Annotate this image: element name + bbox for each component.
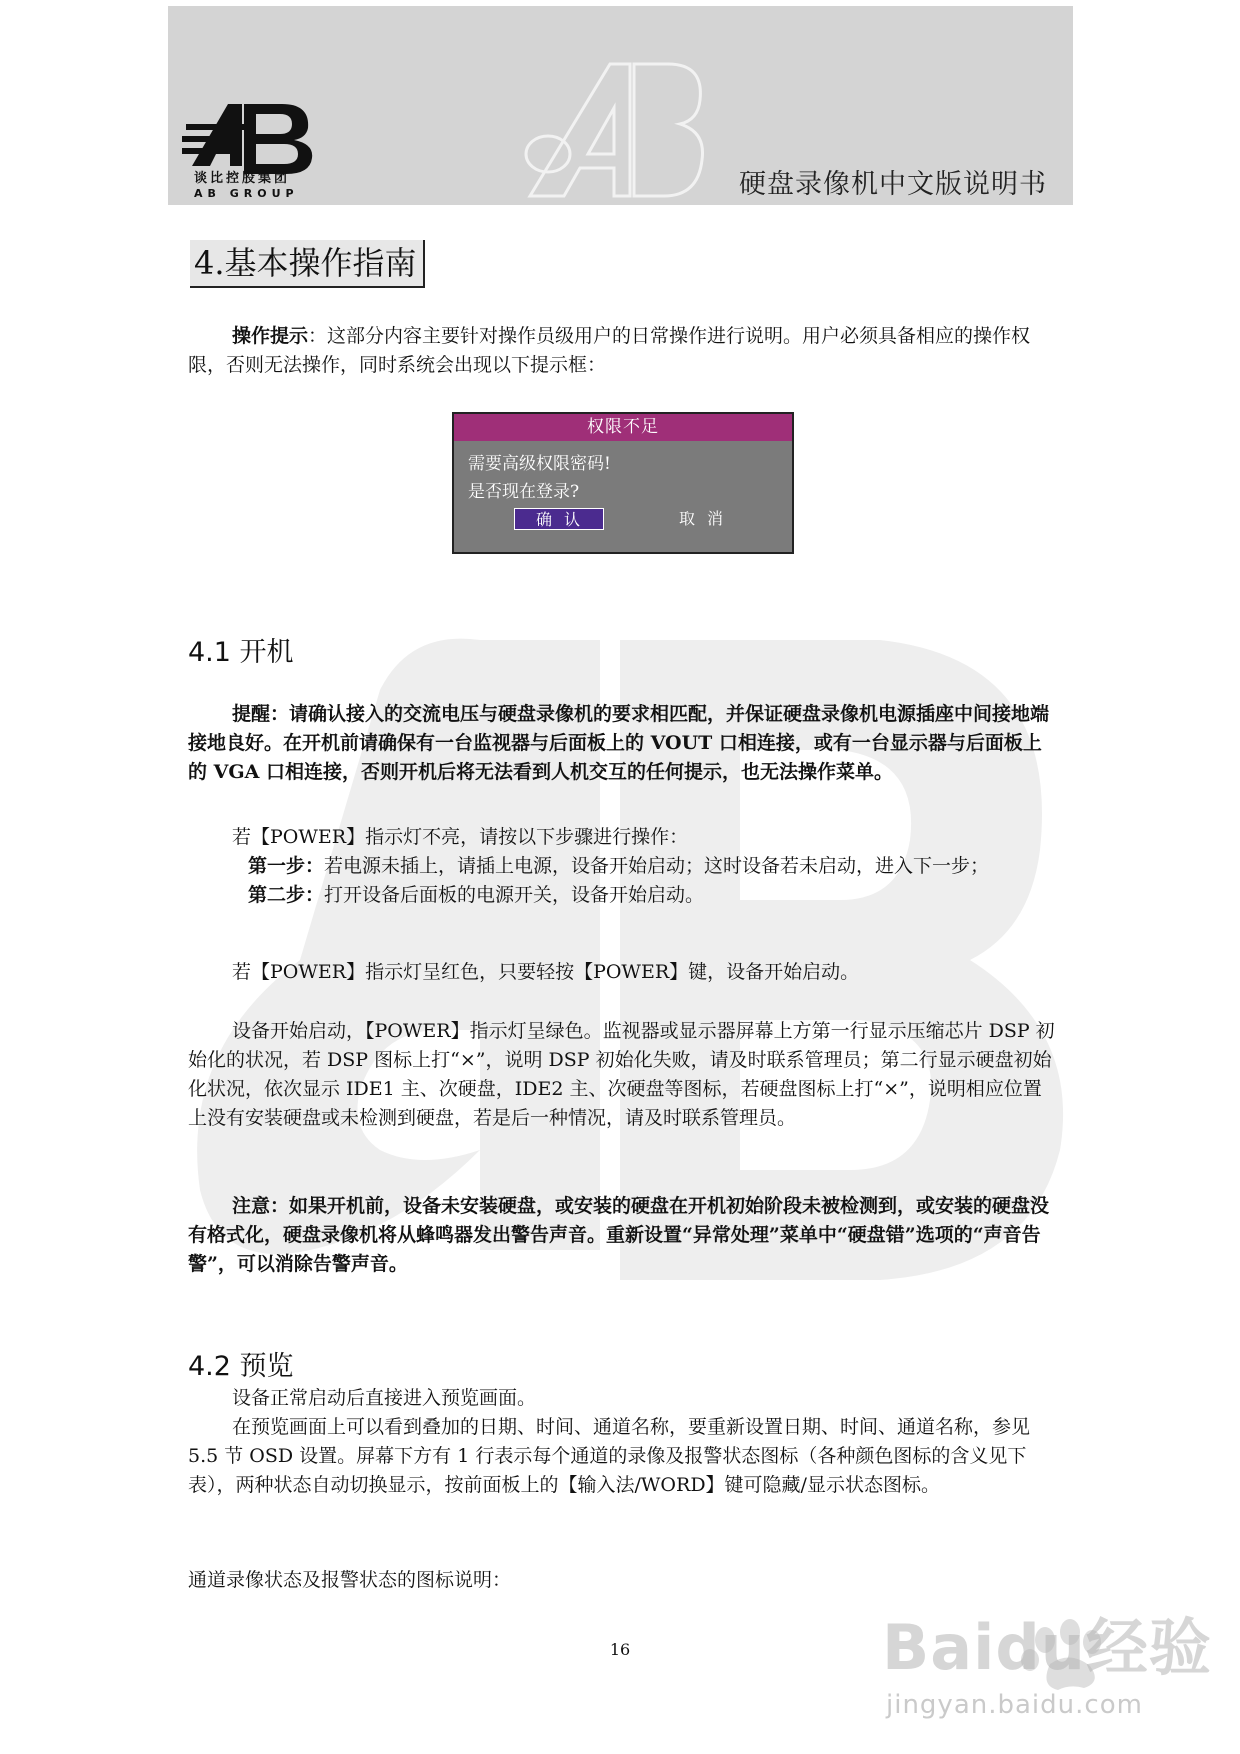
- icon-legend-caption-text: 通道录像状态及报警状态的图标说明：: [188, 1569, 512, 1591]
- dialog-message-line1: 需要高级权限密码!: [468, 454, 611, 474]
- cancel-button[interactable]: 取消: [678, 509, 735, 528]
- logo-english-name: AB GROUP: [194, 187, 299, 200]
- power-warning: [188, 700, 1058, 787]
- logo-chinese-name: 谈比控股集团: [194, 171, 291, 186]
- step2-text: 打开设备后面板的电源开关，设备开始启动。: [324, 884, 705, 906]
- section-4-2-heading: 4.2 预览: [188, 1351, 294, 1382]
- step2-label: 第二步：: [248, 884, 325, 906]
- baidu-brand: Baidu经验: [882, 1611, 1212, 1684]
- preview-paragraphs: [188, 1384, 1058, 1500]
- dialog-message-line2: 是否现在登录?: [468, 482, 580, 502]
- section-heading: 4.基本操作指南: [190, 240, 425, 288]
- power-red-text: 若【POWER】指示灯呈红色，只要轻按【POWER】键，设备开始启动。: [232, 961, 860, 983]
- header-banner: [168, 6, 1073, 205]
- power-off-paragraph: 若【POWER】指示灯不亮，请按以下步骤进行操作：: [232, 826, 689, 848]
- page-number: 16: [609, 1640, 631, 1659]
- power-warning-text: 提醒：请确认接入的交流电压与硬盘录像机的要求相匹配，并保证硬盘录像机电源插座中间接地端接地良好。在开机前请确保有一台监视器与后面板上的 VOUT 口相连接，或有一台显示器与后面板上的 VGA 口相连接，否则开机后将无法看到人机交互的任何提示，也无法操作菜单。: [188, 703, 1050, 783]
- preview-text-1: 设备正常启动后直接进入预览画面。: [232, 1387, 537, 1409]
- power-red-paragraph: [188, 958, 1058, 987]
- startup-paragraph: [188, 1017, 1058, 1133]
- note-paragraph: [188, 1192, 1058, 1279]
- dialog-title: 权限不足: [454, 414, 792, 441]
- intro-text: ：这部分内容主要针对操作员级用户的日常操作进行说明。用户必须具备相应的操作权限，否则无法操作，同时系统会出现以下提示框：: [188, 325, 1031, 376]
- icon-legend-caption: [188, 1566, 1058, 1595]
- intro-paragraph: [188, 322, 1058, 380]
- baidu-url: jingyan.baidu.com: [886, 1690, 1143, 1720]
- section-4-1-heading: 4.1 开机: [188, 637, 294, 668]
- preview-text-2: 在预览画面上可以看到叠加的日期、时间、通道名称，要重新设置日期、时间、通道名称，参见 5.5 节 OSD 设置。屏幕下方有 1 行表示每个通道的录像及报警状态图标（各种颜色图标的含义见下表），两种状态自动切换显示，按前面板上的【输入法/WORD】键可隐藏/显示状态图标。: [188, 1416, 1031, 1496]
- ab-emblem-outline: [518, 58, 708, 200]
- step1-text: 若电源未插上，请插上电源，设备开始启动；这时设备若未启动，进入下一步；: [324, 855, 990, 877]
- note-text: 注意：如果开机前，设备未安装硬盘，或安装的硬盘在开机初始阶段未被检测到，或安装的硬盘没有格式化，硬盘录像机将从蜂鸣器发出警告声音。重新设置“异常处理”菜单中“硬盘错”选项的“声音告警”，可以消除告警声音。: [188, 1195, 1050, 1275]
- dialog-message: [468, 450, 611, 506]
- intro-label: 操作提示: [232, 325, 309, 347]
- confirm-button[interactable]: 确认: [514, 508, 604, 530]
- startup-text: 设备开始启动，【POWER】指示灯呈绿色。监视器或显示器屏幕上方第一行显示压缩芯片 DSP 初始化的状况，若 DSP 图标上打“×”，说明 DSP 初始化失败，请及时联系管理员；第二行显示硬盘初始化状况，依次显示 IDE1 主、次硬盘，IDE2 主、次硬盘等图标，若硬盘图标上打“×”，说明相应位置上没有安装硬盘或未检测到硬盘，若是后一种情况，请及时联系管理员。: [188, 1020, 1055, 1129]
- document-title: 硬盘录像机中文版说明书: [739, 169, 1047, 200]
- power-steps: [188, 823, 1058, 910]
- permission-dialog: [452, 412, 794, 554]
- step1-label: 第一步：: [248, 855, 325, 877]
